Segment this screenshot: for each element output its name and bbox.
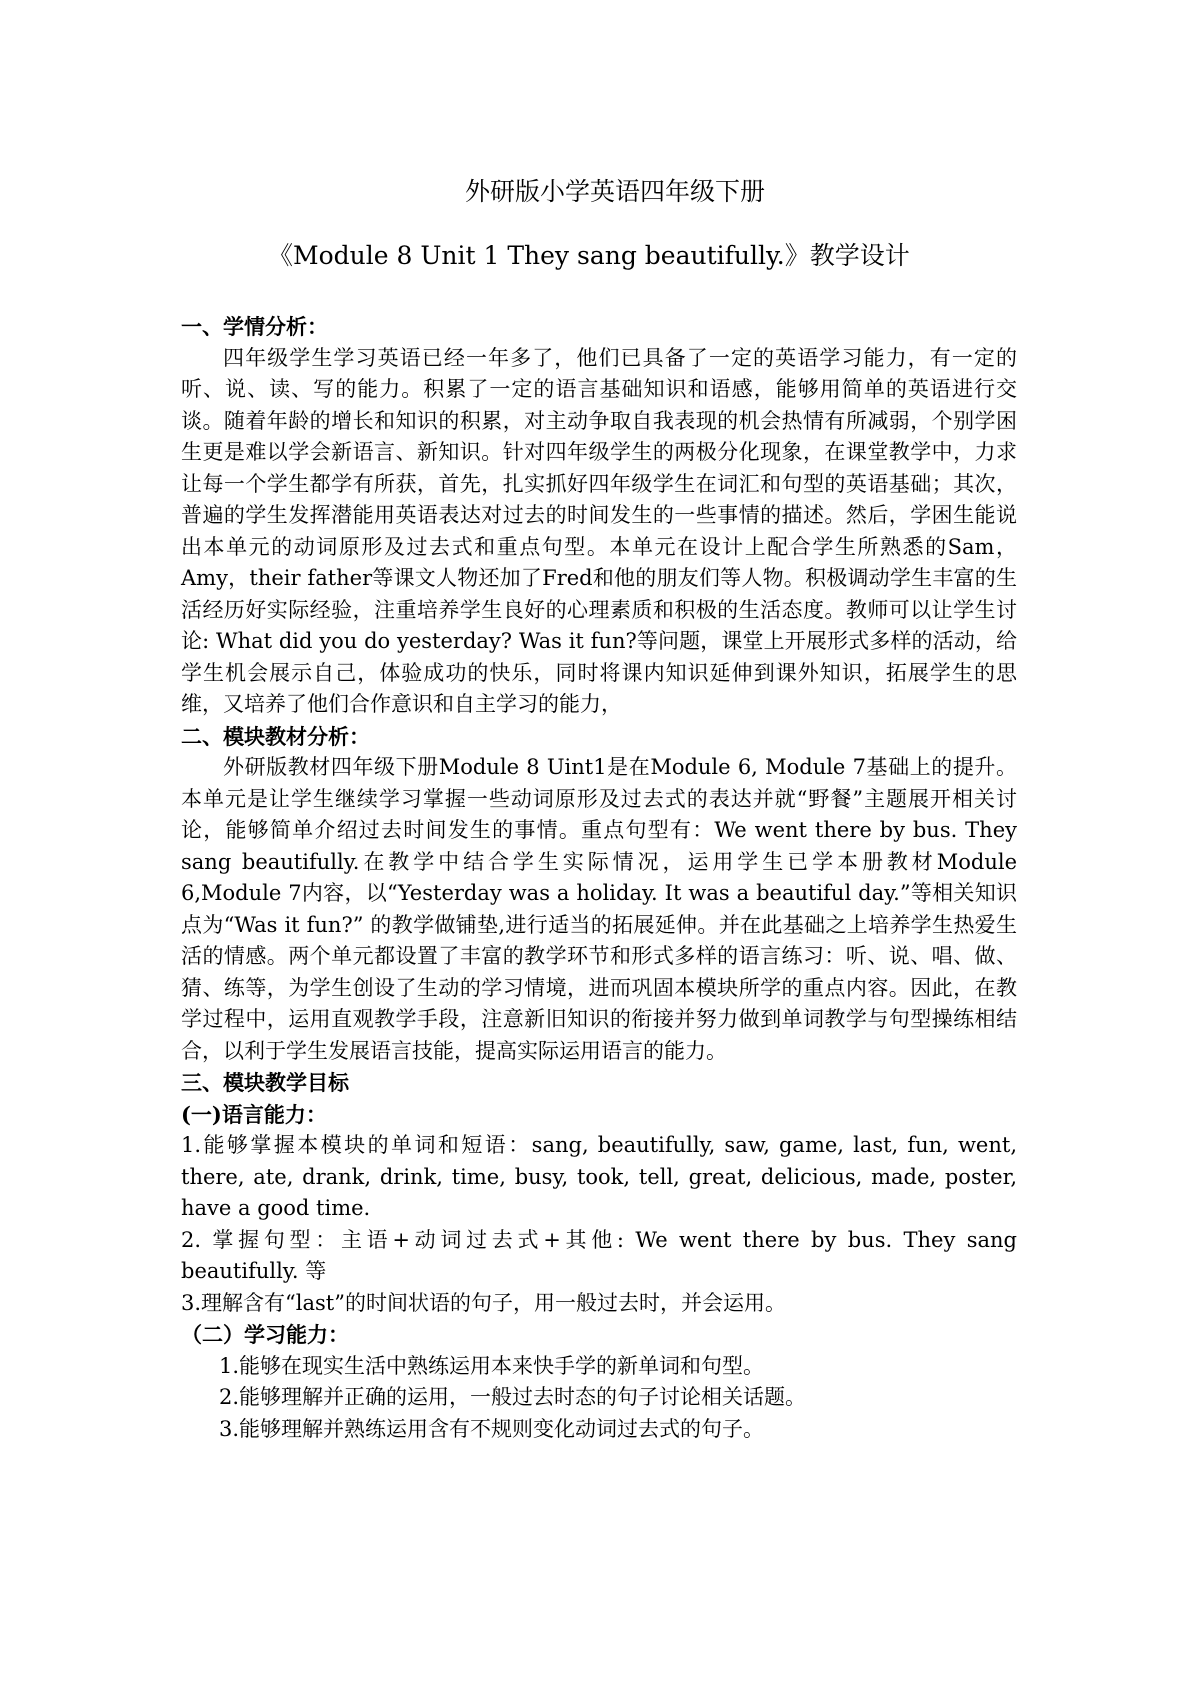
section-heading-learner-analysis: 一、学情分析：: [181, 314, 328, 339]
learner-analysis-paragraph: 四年级学生学习英语已经一年多了，他们已具备了一定的英语学习能力，有一定的听、说、读、写的能力。积累了一定的语言基础知识和语感，能够用简单的英语进行交谈。随着年龄的增长和知识的积累，对主动争取自我表现的机会热情有所减弱，个别学困生更是难以学会新语言、新知识。针对四年级学生的两极分化现象，在课堂教学中，力求让每一个学生都学有所获，首先，扎实抓好四年级学生在词汇和句型的英语基础；其次，普遍的学生发挥潜能用英语表达对过去的时间发生的一些事情的描述。然后，学困生能说出本单元的动词原形及过去式和重点句型。本单元在设计上配合学生所熟悉的Sam，Amy，their father等课文人物还加了Fred和他的朋友们等人物。积极调动学生丰富的生活经历好实际经验，注重培养学生良好的心理素质和积极的生活态度。教师可以让学生讨论: What did you do yesterday? Was it fun?等问题，课堂上开展形式多样的活动，给学生机会展示自己，体验成功的快乐，同时将课内知识延伸到课外知识，拓展学生的思维，又培养了他们合作意识和自主学习的能力，: [181, 345, 1017, 716]
material-analysis-paragraph: 外研版教材四年级下册Module 8 Uint1是在Module 6, Module 7基础上的提升。本单元是让学生继续学习掌握一些动词原形及过去式的表达并就“野餐”主题展开相关讨论，能够简单介绍过去时间发生的事情。重点句型有：We went there by bus. They sang beautifully.在教学中结合学生实际情况，运用学生已学本册教材Module 6,Module 7内容，以“Yesterday was a holiday. It was a beautiful day.”等相关知识点为“Was it fun?” 的教学做铺垫,进行适当的拓展延伸。并在此基础之上培养学生热爱生活的情感。两个单元都设置了丰富的教学环节和形式多样的语言练习：听、说、唱、做、猜、练等，为学生创设了生动的学习情境，进而巩固本模块所学的重点内容。因此，在教学过程中，运用直观教学手段，注意新旧知识的衔接并努力做到单词教学与句型操练相结合，以利于学生发展语言技能，提高实际运用语言的能力。: [181, 755, 1017, 1063]
document-subtitle: 《Module 8 Unit 1 They sang beautifully.》教学设计: [268, 241, 910, 270]
subheading-language-ability: (一)语言能力：: [181, 1101, 327, 1127]
goal-item: 2. 掌握句型：主语+动词过去式+其他: We went there by bus. They sang beautifully. 等: [181, 1227, 1017, 1283]
subheading-learning-ability: （二）学习能力：: [181, 1322, 349, 1347]
document-body: [181, 311, 1017, 1445]
section-heading-teaching-goals: 三、模块教学目标: [181, 1070, 349, 1095]
section-heading-material-analysis: 二、模块教材分析：: [181, 723, 370, 749]
goal-item: 1.能够在现实生活中熟练运用本来快手学的新单词和句型。: [219, 1353, 765, 1378]
goal-item: 3.理解含有“last”的时间状语的句子，用一般过去时，并会运用。: [181, 1290, 786, 1315]
document-title: 外研版小学英语四年级下册: [465, 177, 766, 206]
goal-item: 2.能够理解并正确的运用，一般过去时态的句子讨论相关话题。: [219, 1385, 807, 1409]
goal-item: 1.能够掌握本模块的单词和短语：sang, beautifully, saw, game, last, fun, went, there, ate, drank, drink, time, busy, took, tell, great, delicious, made, poster, have a good time.: [181, 1133, 1017, 1220]
goal-item: 3.能够理解并熟练运用含有不规则变化动词过去式的句子。: [219, 1416, 765, 1441]
